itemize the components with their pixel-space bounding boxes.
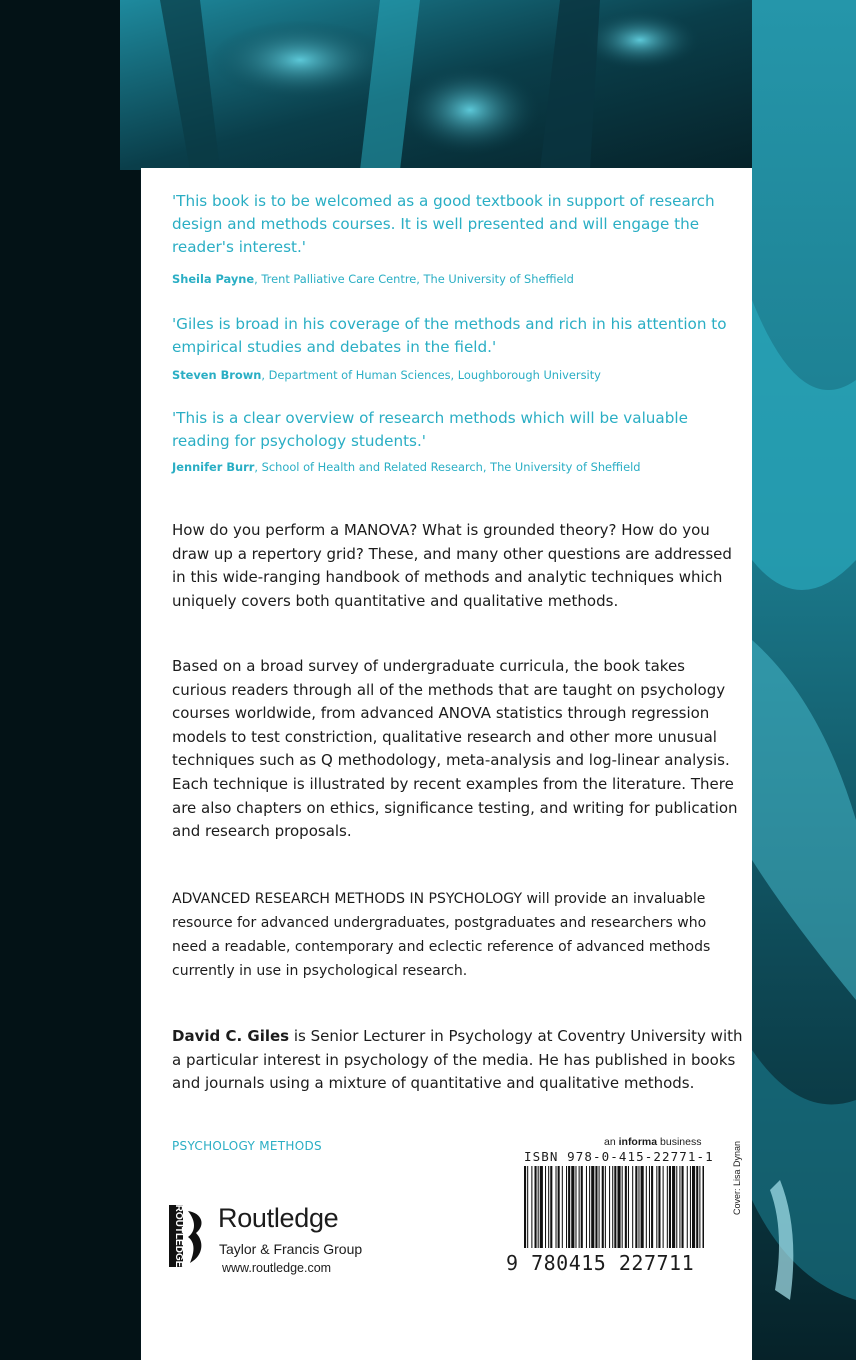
barcode-bar <box>612 1166 613 1248</box>
barcode-bar <box>617 1166 620 1248</box>
barcode-bar <box>558 1166 560 1248</box>
author-name: David C. Giles <box>172 1027 290 1045</box>
barcode-bar <box>581 1166 583 1248</box>
barcode-bar <box>651 1166 653 1248</box>
barcode-bar <box>635 1166 637 1248</box>
barcode-bar <box>556 1166 557 1248</box>
barcode-bar <box>524 1166 526 1248</box>
publisher-name: Routledge <box>218 1203 339 1233</box>
barcode-bar <box>589 1166 590 1248</box>
barcode-bar <box>575 1166 576 1248</box>
author-bio <box>172 1025 744 1096</box>
barcode-bar <box>663 1166 664 1248</box>
blurb-paragraph-1: How do you perform a MANOVA? What is grounded theory? How do you draw up a repertory grid? These, and many other questions are addressed in this wide-ranging handbook of methods and analytic techniques which uniquely covers both quantitative and qualitative methods. <box>172 521 732 610</box>
barcode-bar <box>682 1166 684 1248</box>
barcode-bar <box>548 1166 549 1248</box>
barcode-bar <box>672 1166 675 1248</box>
barcode-bar <box>646 1166 647 1248</box>
barcode-bar <box>609 1166 610 1248</box>
informa-suffix: business <box>657 1136 702 1148</box>
barcode-bar <box>628 1166 629 1248</box>
publisher-group: Taylor & Francis Group <box>219 1241 363 1257</box>
barcode-bar <box>550 1166 552 1248</box>
endorsement-quote-2: 'Giles is broad in his coverage of the methods and rich in his attention to empirical studies and debates in the field.' <box>172 315 727 356</box>
barcode-bar <box>638 1166 639 1248</box>
endorser-name: Jennifer Burr <box>172 460 255 474</box>
barcode-bar <box>531 1166 532 1248</box>
barcode-bar <box>703 1166 705 1248</box>
series-label: PSYCHOLOGY METHODS <box>172 1139 322 1153</box>
barcode-bar <box>690 1166 691 1248</box>
cover-credit: Cover: Lisa Dynan <box>732 1140 742 1215</box>
barcode-bar <box>649 1166 650 1248</box>
barcode-bar <box>535 1166 537 1248</box>
barcode-bar <box>566 1166 567 1248</box>
endorsement-attribution-2 <box>172 367 752 383</box>
endorser-name: Sheila Payne <box>172 272 255 286</box>
barcode-bar <box>687 1166 688 1248</box>
barcode-bar <box>699 1166 700 1248</box>
barcode-bar <box>599 1166 600 1248</box>
barcode-bar <box>579 1166 580 1248</box>
barcode-bar <box>625 1166 627 1248</box>
informa-brand: informa <box>618 1136 658 1148</box>
routledge-vertical-text: ROUTLEDGE <box>173 1205 184 1267</box>
barcode-bar <box>692 1166 695 1248</box>
barcode-bar <box>614 1166 616 1248</box>
barcode-digits: 9 780415 227711 <box>506 1251 695 1275</box>
barcode-bar <box>591 1166 594 1248</box>
barcode-bar <box>667 1166 668 1248</box>
barcode <box>524 1166 704 1248</box>
publisher-url: www.routledge.com <box>222 1261 332 1275</box>
routledge-mark-icon <box>168 1205 208 1267</box>
barcode-bar <box>527 1166 528 1248</box>
barcode-bar <box>679 1166 680 1248</box>
barcode-bar <box>641 1166 644 1248</box>
barcode-bar <box>656 1166 657 1248</box>
barcode-bar <box>540 1166 543 1248</box>
barcode-bar <box>571 1166 574 1248</box>
endorsement-attribution-1 <box>172 271 752 287</box>
barcode-bar <box>669 1166 671 1248</box>
blurb-paragraph-3: ADVANCED RESEARCH METHODS IN PSYCHOLOGY will provide an invaluable resource for advanced undergraduates, postgraduates and researchers who need a readable, contemporary and eclectic reference of advanced methods currently in use in psychological research. <box>172 891 711 979</box>
informa-prefix: an <box>604 1136 619 1148</box>
endorser-affiliation: , Department of Human Sciences, Loughborough University <box>261 368 601 382</box>
barcode-bar <box>622 1166 623 1248</box>
endorsement-attribution-3 <box>172 459 752 475</box>
barcode-bar <box>658 1166 660 1248</box>
endorser-name: Steven Brown <box>172 368 262 382</box>
barcode-bar <box>545 1166 546 1248</box>
endorser-affiliation: , Trent Palliative Care Centre, The University of Sheffield <box>254 272 574 286</box>
endorser-affiliation: , School of Health and Related Research, The University of Sheffield <box>254 460 641 474</box>
barcode-bar <box>602 1166 604 1248</box>
barcode-bar <box>538 1166 539 1248</box>
barcode-bar <box>696 1166 698 1248</box>
isbn-label: ISBN 978-0-415-22771-1 <box>524 1149 714 1164</box>
barcode-bar <box>605 1166 606 1248</box>
barcode-bar <box>586 1166 587 1248</box>
barcode-bar <box>568 1166 570 1248</box>
endorsement-quote-3: 'This is a clear overview of research methods which will be valuable reading for psychology students.' <box>172 409 688 450</box>
author-bio-text: is Senior Lecturer in Psychology at Coventry University with a particular interest in psychology of the media. He has published in books and journals using a mixture of quantitative and qualitative methods. <box>172 1027 743 1093</box>
barcode-bar <box>562 1166 563 1248</box>
routledge-logo <box>168 1203 408 1283</box>
informa-business-label <box>604 1136 701 1148</box>
blurb-paragraph-2: Based on a broad survey of undergraduate curricula, the book takes curious readers through all of the methods that are taught on psychology courses worldwide, from advanced ANOVA statistics through regression models to test constriction, qualitative research and other more unusual techniques such as Q methodology, meta-analysis and log-linear analysis. Each technique is illustrated by recent examples from the literature. There are also chapters on ethics, significance testing, and writing for publication and research proposals. <box>172 657 738 841</box>
barcode-bar <box>595 1166 597 1248</box>
barcode-bar <box>632 1166 633 1248</box>
endorsement-quote-1: 'This book is to be welcomed as a good textbook in support of research design and methods courses. It is well presented and will engage the reader's interest.' <box>172 192 715 256</box>
barcode-bar <box>676 1166 677 1248</box>
